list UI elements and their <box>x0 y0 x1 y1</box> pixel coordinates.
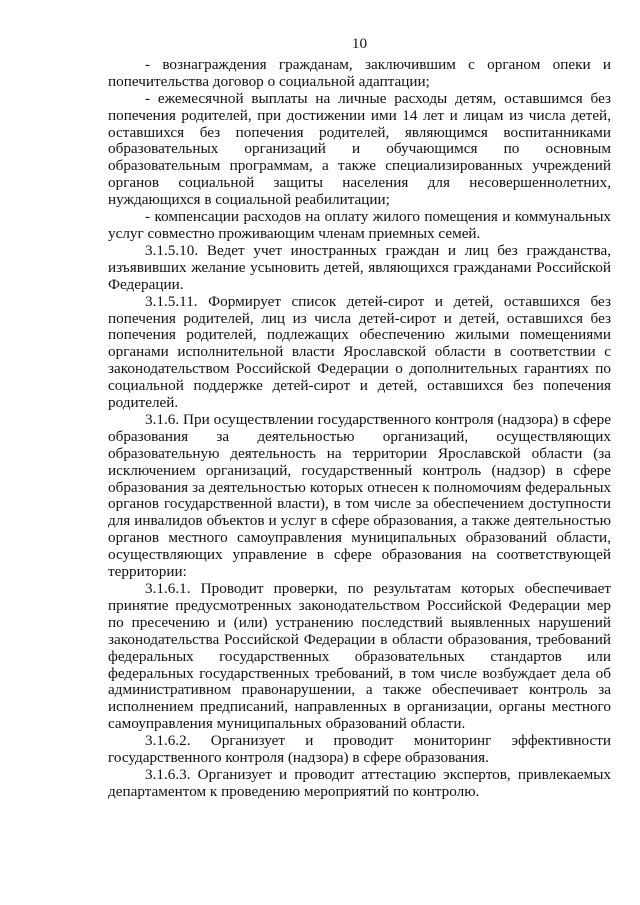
paragraph-3-1-6-2: 3.1.6.2. Организует и проводит мониторинг эффективности государственного контроля (надзора) в сфере образования. <box>108 732 611 767</box>
document-page <box>108 36 611 801</box>
paragraph-social-adaptation-reward: - вознаграждения гражданам, заключившим с органом опеки и попечительства договор о социальной адаптации; <box>108 55 611 90</box>
paragraph-monthly-payment: - ежемесячной выплаты на личные расходы детям, оставшимся без попечения родителей, при достижении ими 14 лет и лицам из числа детей, оставшихся без попечения родителей, являющимся воспитанниками образовательных организаций и обучающимся по основным образовательным программам, а также специализированных учреждений органов социальной защиты населения для несовершеннолетних, нуждающихся в социальной реабилитации; <box>108 89 611 209</box>
paragraph-3-1-6-1: 3.1.6.1. Проводит проверки, по результатам которых обеспечивает принятие предусмотренных законодательством Российской Федерации мер по пресечению и (или) устранению последствий выявленных нарушений законодательства Российской Федерации в области образования, требований федеральных государственных образовательных стандартов или федеральных государственных требований, в том числе возбуждает дела об административном правонарушении, а также обеспечивает контроль за исполнением предписаний, направленных в организации, органы местного самоуправления муниципальных образований области. <box>108 580 611 733</box>
paragraph-3-1-5-10: 3.1.5.10. Ведет учет иностранных граждан и лиц без гражданства, изъявивших желание усыновить детей, являющихся гражданами Российской Федерации. <box>108 241 611 293</box>
paragraph-3-1-5-11: 3.1.5.11. Формирует список детей-сирот и детей, оставшихся без попечения родителей, лиц из числа детей-сирот и детей, оставшихся без попечения родителей, подлежащих обеспечению жилыми помещениями органами исполнительной власти Ярославской области в соответствии с законодательством Российской Федерации о дополнительных гарантиях по социальной поддержке детей-сирот и детей, оставшихся без попечения родителей. <box>108 292 611 412</box>
paragraph-3-1-6-3: 3.1.6.3. Организует и проводит аттестацию экспертов, привлекаемых департаментом к проведению мероприятий по контролю. <box>108 765 611 800</box>
paragraph-housing-compensation: - компенсации расходов на оплату жилого помещения и коммунальных услуг совместно проживающим членам приемных семей. <box>108 208 611 242</box>
page-number: 10 <box>351 35 368 52</box>
paragraph-3-1-6: 3.1.6. При осуществлении государственного контроля (надзора) в сфере образования за деятельностью организаций, осуществляющих образовательную деятельность на территории Ярославской области (за исключением организаций, государственный контроль (надзор) в сфере образования за деятельностью которых отнесен к полномочиям федеральных органов государственной власти), в том числе за обеспечением доступности для инвалидов объектов и услуг в сфере образования, а также деятельностью органов местного самоуправления муниципальных образований области, осуществляющих управление в сфере образования на соответствующей территории: <box>108 410 611 581</box>
